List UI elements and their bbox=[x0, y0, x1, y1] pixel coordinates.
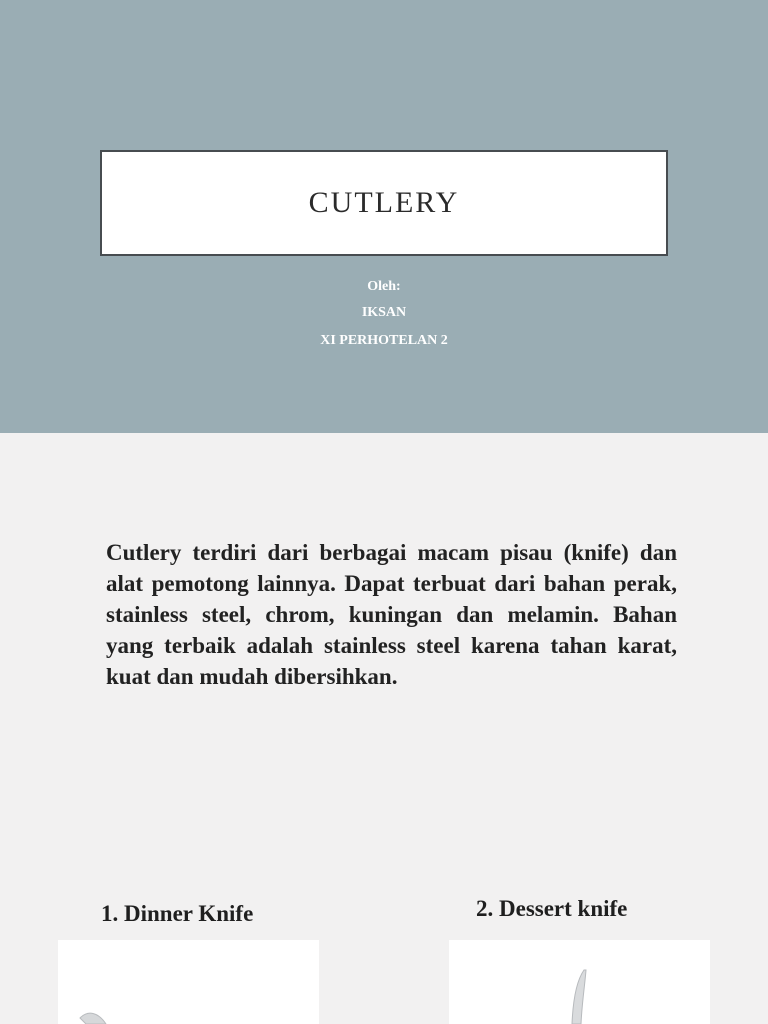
item-title-dinner-knife: 1. Dinner Knife bbox=[101, 901, 254, 926]
page-title: CUTLERY bbox=[308, 186, 460, 219]
title-box bbox=[100, 150, 668, 256]
content-slide bbox=[0, 433, 768, 1024]
dessert-knife-icon bbox=[449, 940, 710, 1024]
author-name: IKSAN bbox=[361, 305, 407, 320]
by-label: Oleh: bbox=[367, 279, 401, 294]
dinner-knife-image bbox=[58, 940, 319, 1024]
description-paragraph: Cutlery terdiri dari berbagai macam pisau (knife) dan alat pemotong lainnya. Dapat terbuat dari bahan perak, stainless steel, chrom, kuningan dan melamin. Bahan yang terbaik adalah stainless steel karena tahan karat, kuat dan mudah dibersihkan. bbox=[106, 540, 677, 689]
cover-slide bbox=[0, 0, 768, 433]
dessert-knife-image bbox=[449, 940, 710, 1024]
dinner-knife-icon bbox=[58, 940, 319, 1024]
item-title-dessert-knife: 2. Dessert knife bbox=[476, 896, 628, 921]
class-name: XI PERHOTELAN 2 bbox=[320, 333, 448, 348]
